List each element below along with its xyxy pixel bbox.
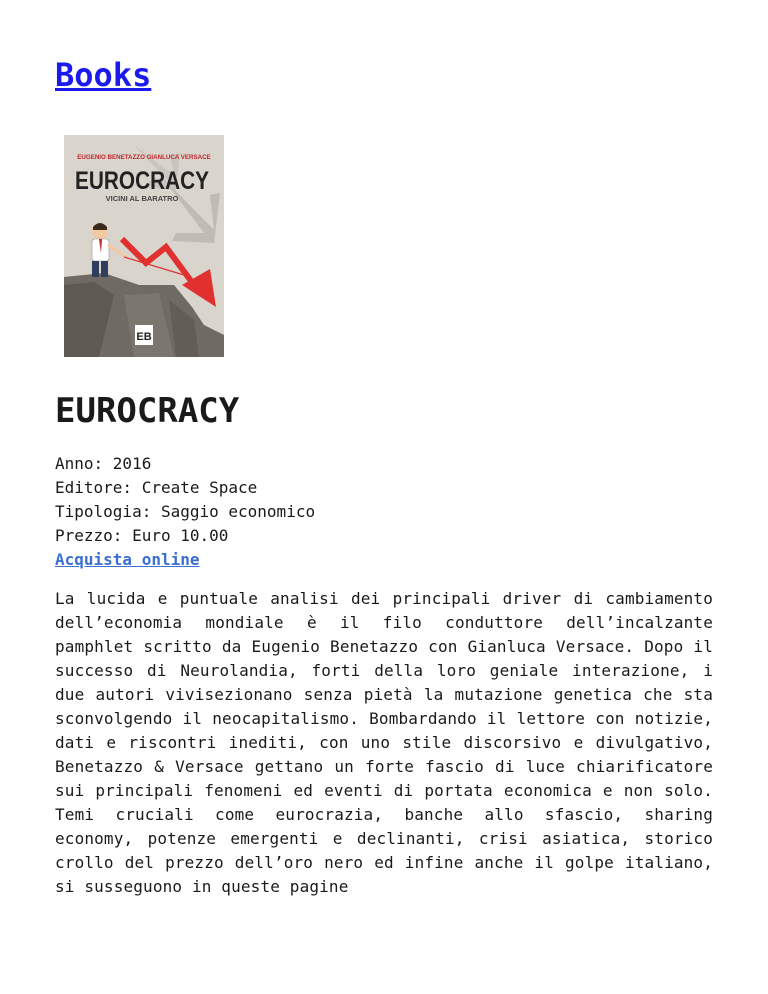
buy-online-link[interactable]: Acquista online: [55, 550, 200, 569]
book-price: Prezzo: Euro 10.00: [55, 526, 229, 545]
cover-title: EUROCRACY: [75, 167, 210, 195]
book-description: La lucida e puntuale analisi dei principali driver di cambiamento dell’economia mondiale è il filo conduttore dell’incalzante pamphlet scritto da Eugenio Benetazzo con Gianluca Versace. Dopo il successo di Neurolandia, forti della loro geniale interazione, i due autori vivisezionano senza pietà la mutazione genetica che sta sconvolgendo il neocapitalismo. Bombardando il lettore con notizie, dati e riscontri inediti, con uno stile discorsivo e divulgativo, Benetazzo & Versace gettano un forte fascio di luce chiarificatore sui principali fenomeni ed eventi di portata economica e non solo. Temi cruciali come eurocrazia, banche allo sfascio, sharing economy, potenze emergenti e declinanti, crisi asiatica, storico crollo del prezzo dell’oro nero ed infine anche il golpe italiano, si susseguono in queste pagine: [55, 589, 713, 896]
site-title: [55, 52, 151, 98]
cover-authors: EUGENIO BENETAZZO GIANLUCA VERSACE: [77, 154, 211, 161]
book-type: Tipologia: Saggio economico: [55, 502, 316, 521]
book-publisher: Editore: Create Space: [55, 478, 258, 497]
cover-subtitle: VICINI AL BARATRO: [105, 194, 179, 203]
book-year: Anno: 2016: [55, 454, 152, 473]
cover-publisher-logo: EB: [136, 331, 152, 343]
book-cover-illustration: [64, 135, 224, 357]
book-cover: [64, 135, 224, 357]
site-title-link[interactable]: Books: [55, 56, 152, 94]
buy-online-row: [55, 548, 315, 572]
book-title: EUROCRACY: [55, 391, 240, 431]
book-details: [55, 452, 315, 572]
